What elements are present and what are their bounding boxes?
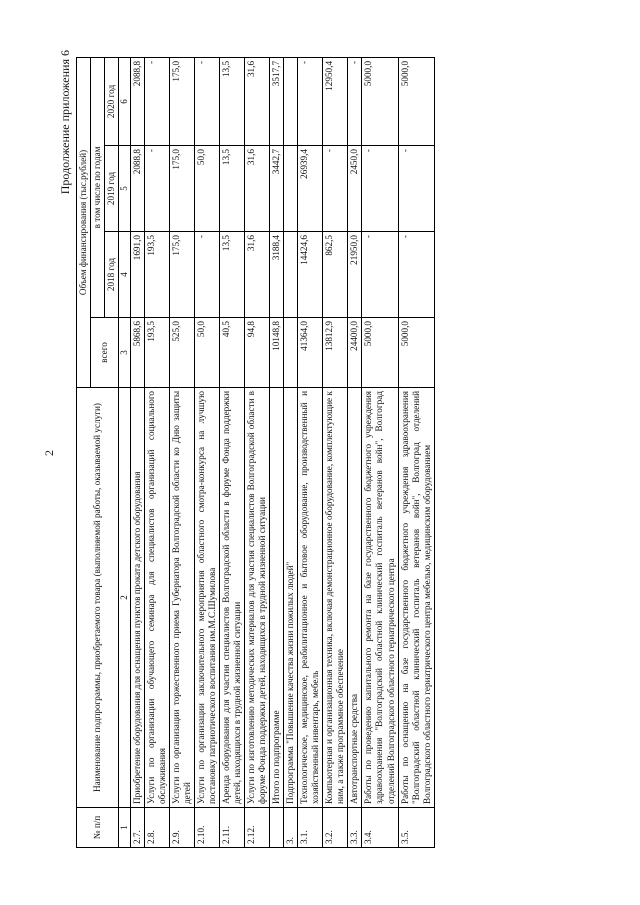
row-number: 3.4. <box>362 807 398 847</box>
table-body <box>130 57 434 847</box>
row-name: Услуги по изготовлению методических материалов для участия специалистов Волгоградской области в форуме Фонда поддержки детей, находящихся в трудной жизненной ситуации <box>245 387 270 807</box>
table-row <box>323 57 348 847</box>
row-2018: 13,5 <box>220 231 245 317</box>
row-total <box>284 317 298 387</box>
row-total: 525,0 <box>169 317 194 387</box>
row-name: Итого по подпрограмме <box>270 387 284 807</box>
column-index: 5 <box>119 145 131 231</box>
row-2019: - <box>144 145 169 231</box>
row-2019: 31,6 <box>245 145 270 231</box>
row-number: 3.3. <box>348 807 362 847</box>
row-2020: 12950,4 <box>323 57 348 145</box>
row-total: 40,5 <box>220 317 245 387</box>
row-2019: 13,5 <box>220 145 245 231</box>
row-name: Автотранспортные средства <box>348 387 362 807</box>
table-row <box>298 57 323 847</box>
row-2018: 14424,6 <box>298 231 323 317</box>
row-number: 2.7. <box>130 807 144 847</box>
row-2019: 3442,7 <box>270 145 284 231</box>
row-2019: 175,0 <box>169 145 194 231</box>
row-2018: 862,5 <box>323 231 348 317</box>
row-total: 41364,0 <box>298 317 323 387</box>
row-2018: 3188,4 <box>270 231 284 317</box>
row-name: Услуги по организации обучающего семинара для специалистов организаций социального обслуживания <box>144 387 169 807</box>
rotated-page <box>40 38 600 868</box>
table-row <box>130 57 144 847</box>
funding-table <box>76 56 435 847</box>
table-row <box>169 57 194 847</box>
table-row <box>362 57 398 847</box>
column-index: 3 <box>119 317 131 387</box>
row-2018: 1691,0 <box>130 231 144 317</box>
row-2020: 2088,8 <box>130 57 144 145</box>
row-2020: - <box>348 57 362 145</box>
row-2019: - <box>362 145 398 231</box>
row-total: 94,8 <box>245 317 270 387</box>
row-2019: 50,0 <box>195 145 220 231</box>
row-total: 193,5 <box>144 317 169 387</box>
header-number: № п/п <box>77 807 119 847</box>
row-number: 3.1. <box>298 807 323 847</box>
table-row <box>348 57 362 847</box>
row-name: Подпрограмма "Повышение качества жизни пожилых людей" <box>284 387 298 807</box>
continuation-label: Продолжение приложения 6 <box>58 49 72 194</box>
column-index: 2 <box>119 387 131 807</box>
header-year-2018: 2018 год <box>105 231 119 317</box>
table-row <box>245 57 270 847</box>
row-name: Приобретение оборудования для оснащения пунктов проката детского оборудования <box>130 387 144 807</box>
row-number: 2.11. <box>220 807 245 847</box>
row-total: 5000,0 <box>398 317 434 387</box>
row-name: Технологическое, медицинское, реабилитационное и бытовое оборудование, производственный и хозяйственный инвентарь, мебель <box>298 387 323 807</box>
row-total: 10148,8 <box>270 317 284 387</box>
table-row <box>195 57 220 847</box>
row-number: 3.2. <box>323 807 348 847</box>
row-number: 3. <box>284 807 298 847</box>
row-2020: - <box>195 57 220 145</box>
row-name: Услуги по организации заключительного мероприятия областного смотра-конкурса на лучшую постановку патриотического воспитания им.М.С.Шумилова <box>195 387 220 807</box>
row-2018: - <box>398 231 434 317</box>
column-index: 1 <box>119 807 131 847</box>
table-row <box>398 57 434 847</box>
row-number: 2.12. <box>245 807 270 847</box>
row-number: 2.9. <box>169 807 194 847</box>
row-2020: 31,6 <box>245 57 270 145</box>
row-total: 50,0 <box>195 317 220 387</box>
table-row <box>270 57 284 847</box>
row-number: 2.10. <box>195 807 220 847</box>
header-name: Наименование подпрограммы, приобретаемого товара (выполняемой работы, оказываемой услуги) <box>77 387 119 807</box>
row-2019: - <box>398 145 434 231</box>
row-2020: 3517,7 <box>270 57 284 145</box>
table-row <box>284 57 298 847</box>
row-2020: - <box>298 57 323 145</box>
header-year-2019: 2019 год <box>105 145 119 231</box>
row-name: Услуги по организации торжественного приема Губернатора Волгоградской области ко Дню защиты детей <box>169 387 194 807</box>
row-number <box>270 807 284 847</box>
row-total: 5000,0 <box>362 317 398 387</box>
row-2018: 193,5 <box>144 231 169 317</box>
row-name: Аренда оборудования для участия специалистов Волгоградской области в форуме Фонда поддержки детей, находящихся в трудной жизненной ситуации <box>220 387 245 807</box>
row-number: 3.5. <box>398 807 434 847</box>
row-name: Компьютерная и организационная техника, включая демонстрационное оборудование, комплектующие к ним, а также программное обеспечение <box>323 387 348 807</box>
row-2019: - <box>323 145 348 231</box>
page-number: 2 <box>42 449 56 456</box>
row-2018: - <box>195 231 220 317</box>
row-2020: - <box>144 57 169 145</box>
column-index: 4 <box>119 231 131 317</box>
row-2019: 26939,4 <box>298 145 323 231</box>
table-header <box>77 57 131 847</box>
header-total: всего <box>91 317 119 387</box>
row-2018: 21950,0 <box>348 231 362 317</box>
header-by-years: в том числе по годам <box>91 57 105 317</box>
row-2018: 175,0 <box>169 231 194 317</box>
row-2020: 175,0 <box>169 57 194 145</box>
row-2019: 2450,0 <box>348 145 362 231</box>
table-row <box>220 57 245 847</box>
row-total: 5868,6 <box>130 317 144 387</box>
row-2018: - <box>362 231 398 317</box>
row-2020: 5000,0 <box>398 57 434 145</box>
header-funding: Объем финансирования (тыс.рублей) <box>77 57 91 387</box>
row-number: 2.8. <box>144 807 169 847</box>
row-total: 13812,9 <box>323 317 348 387</box>
row-name: Работы по оснащению на базе государственного бюджетного учреждения здравоохранения "Волгоградский областной клинический госпиталь ветеранов войн", Волгоград отделений Волгоградского областного гериатрического центра мебелью, медицинским оборудованием <box>398 387 434 807</box>
row-2019: 2088,8 <box>130 145 144 231</box>
row-2020 <box>284 57 298 145</box>
row-2018 <box>284 231 298 317</box>
row-2019 <box>284 145 298 231</box>
row-2020: 13,5 <box>220 57 245 145</box>
row-2020: 5000,0 <box>362 57 398 145</box>
row-total: 24400,0 <box>348 317 362 387</box>
table-row <box>144 57 169 847</box>
row-name: Работы по проведению капитального ремонта на базе государственного бюджетного учреждения здравоохранения "Волгоградский областной клинический госпиталь ветеранов войн", Волгоград отделений Волгоградского областного гериатрического центра <box>362 387 398 807</box>
column-index: 6 <box>119 57 131 145</box>
header-year-2020: 2020 год <box>105 57 119 145</box>
row-2018: 31,6 <box>245 231 270 317</box>
